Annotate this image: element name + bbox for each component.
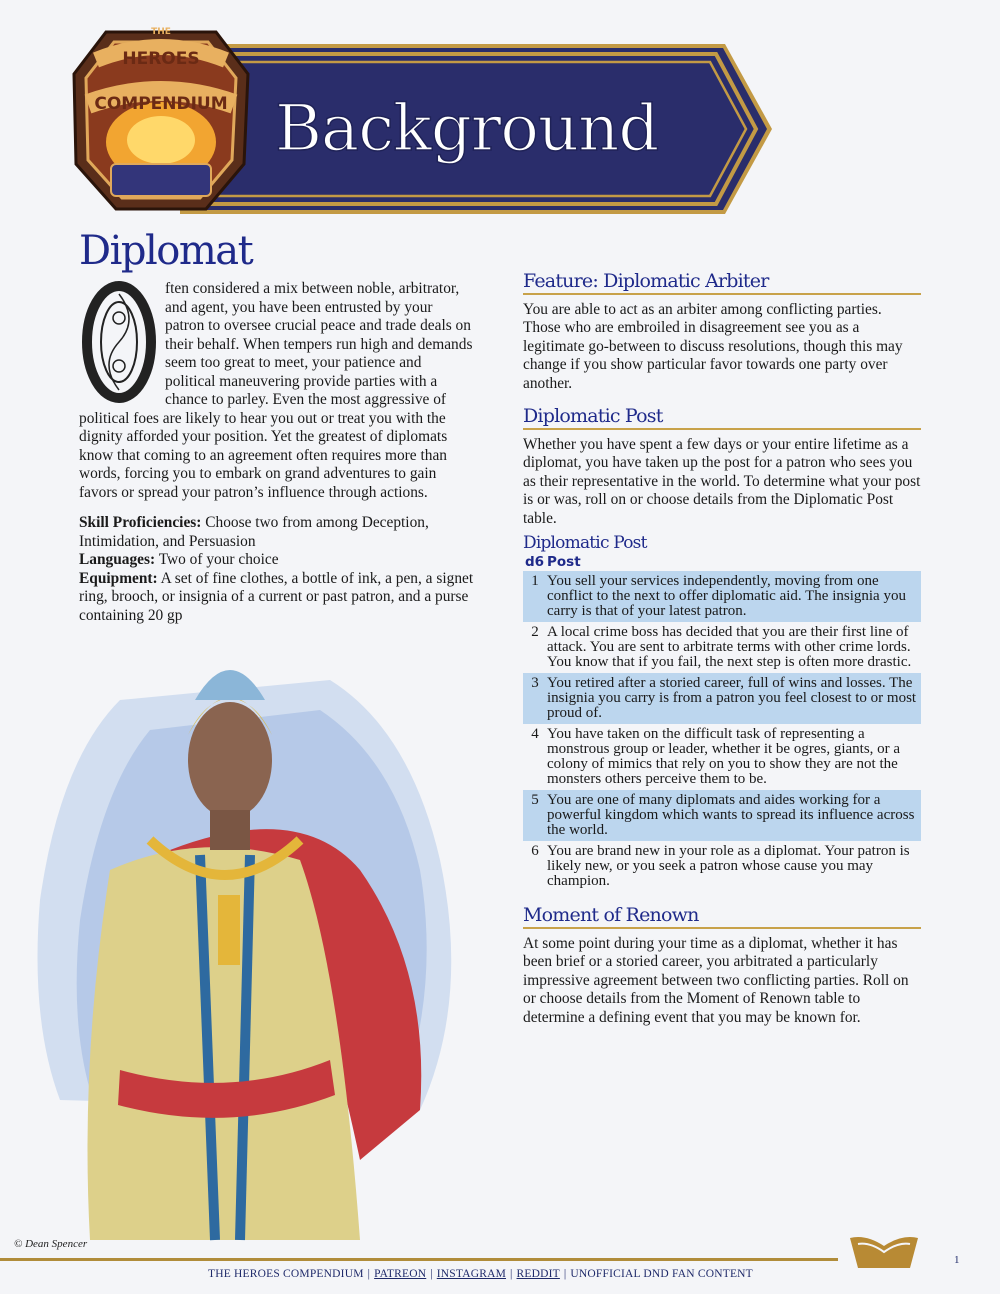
page-title: Diplomat (79, 228, 253, 274)
skills-line (79, 514, 475, 551)
post-heading: Diplomatic Post (523, 407, 921, 430)
logo-text-compendium: COMPENDIUM (94, 94, 228, 114)
table-header (523, 553, 921, 572)
footer-divider (0, 1258, 838, 1261)
table-row (523, 571, 921, 622)
row-text: You sell your services independently, moving from one conflict to the next to offer diplomatic aid. The insignia you carry is that of your latest patron. (547, 573, 906, 619)
page-number: 1 (954, 1254, 960, 1266)
equipment-label: Equipment: (79, 569, 158, 587)
equipment-line (79, 570, 475, 626)
row-number: 3 (531, 675, 539, 691)
footer-tagline: UNOFFICIAL DND FAN CONTENT (570, 1268, 753, 1280)
instagram-link[interactable]: INSTAGRAM (436, 1268, 507, 1280)
row-text: You are one of many diplomats and aides working for a powerful kingdom which wants to spread its influence across the world. (547, 792, 915, 838)
table-row (523, 622, 921, 673)
footer-brand: THE HEROES COMPENDIUM (208, 1268, 364, 1280)
right-column (523, 272, 921, 1041)
feature-heading: Feature: Diplomatic Arbiter (523, 272, 921, 295)
dropcap-letter (79, 280, 161, 404)
table-col-post: Post (547, 553, 581, 570)
diplomat-portrait-illustration (0, 640, 480, 1260)
banner-title: Background (275, 92, 659, 166)
renown-heading: Moment of Renown (523, 906, 921, 929)
row-number: 5 (531, 792, 539, 808)
post-text: Whether you have spent a few days or your entire lifetime as a diplomat, you have taken up the post for a patron who sees you as their representative in the world. To determine what your post is or was, roll on or choose details from the Diplomatic Post table. (523, 435, 921, 527)
book-icon (848, 1232, 920, 1272)
table-row (523, 841, 921, 892)
renown-text: At some point during your time as a diplomat, whether it has been brief or a storied career, you arbitrated a particularly impressive agreement between two conflicting parties. Roll on or choose details from the Moment of Renown table to determine a defining event that you may be known for. (523, 934, 909, 1026)
heroes-compendium-logo (66, 14, 256, 214)
reddit-link[interactable]: REDDIT (516, 1268, 560, 1280)
footer-links: THE HEROES COMPENDIUM | PATREON | INSTAGRAM | REDDIT | UNOFFICIAL DND FAN CONTENT (208, 1268, 753, 1280)
post-section (523, 407, 921, 892)
skills-label: Skill Proficiencies: (79, 514, 202, 531)
post-table (523, 571, 921, 892)
feature-text: You are able to act as an arbiter among conflicting parties. Those who are embroiled in disagreement see you as a legitimate go-between to discuss resolutions, though this may change if you show particular favor towards one party over another. (523, 300, 903, 392)
row-number: 1 (531, 573, 539, 589)
row-text: You have taken on the difficult task of representing a monstrous group or leader, whether it be ogres, giants, or a colony of mimics that rely on you to show they are not the monsters others perceive them to be. (547, 726, 901, 787)
dropcap-text: O (119, 350, 121, 351)
row-number: 4 (531, 726, 539, 742)
row-text: You are brand new in your role as a diplomat. Your patron is likely new, or you seek a patron whose cause you may champion. (547, 843, 910, 889)
renown-section (523, 906, 921, 1027)
table-row (523, 673, 921, 724)
feature-section (523, 272, 921, 393)
left-column (79, 280, 475, 625)
languages-label: Languages: (79, 551, 156, 568)
table-col-d6: d6 (525, 553, 545, 570)
row-text: You retired after a storied career, full of wins and losses. The insignia you carry is from a patron you feel closest to or most proud of. (547, 675, 917, 721)
row-number: 2 (531, 624, 539, 640)
table-row (523, 724, 921, 790)
logo-text-the: THE (151, 27, 171, 37)
table-row (523, 790, 921, 841)
logo-text-heroes: HEROES (122, 49, 200, 69)
row-number: 6 (531, 843, 539, 859)
artist-credit: © Dean Spencer (14, 1238, 88, 1250)
skills-value: Choose two from among Deception, Intimidation, and Persuasion (79, 514, 429, 550)
row-text: A local crime boss has decided that you are their first line of attack. You are sent to arbitrate terms with other crime lords. You know that if you fail, the next step is often more drastic. (547, 624, 912, 670)
table-title: Diplomatic Post (523, 533, 647, 553)
intro-paragraph: ften considered a mix between noble, arbitrator, and agent, you have been entrusted by your patron to oversee crucial peace and trade deals on their behalf. When tempers run high and demands seem too great to meet, your patience and political maneuvering provide parties with a chance to parley. Even the most aggressive of political foes are likely to hear you out or treat you with the dignity afforded your position. Yet the greatest of diplomats know that coming to an agreement often requires more than words, forcing you to embark on grand adventures to gain favors or spread your patron’s influence through actions. (79, 280, 473, 501)
equipment-value: A set of fine clothes, a bottle of ink, a pen, a signet ring, brooch, or insignia of a current or past patron, and a purse containing 20 gp (79, 569, 474, 624)
patreon-link[interactable]: PATREON (374, 1268, 427, 1280)
proficiencies-block (79, 514, 475, 625)
languages-line (79, 551, 475, 570)
languages-value: Two of your choice (155, 551, 279, 568)
